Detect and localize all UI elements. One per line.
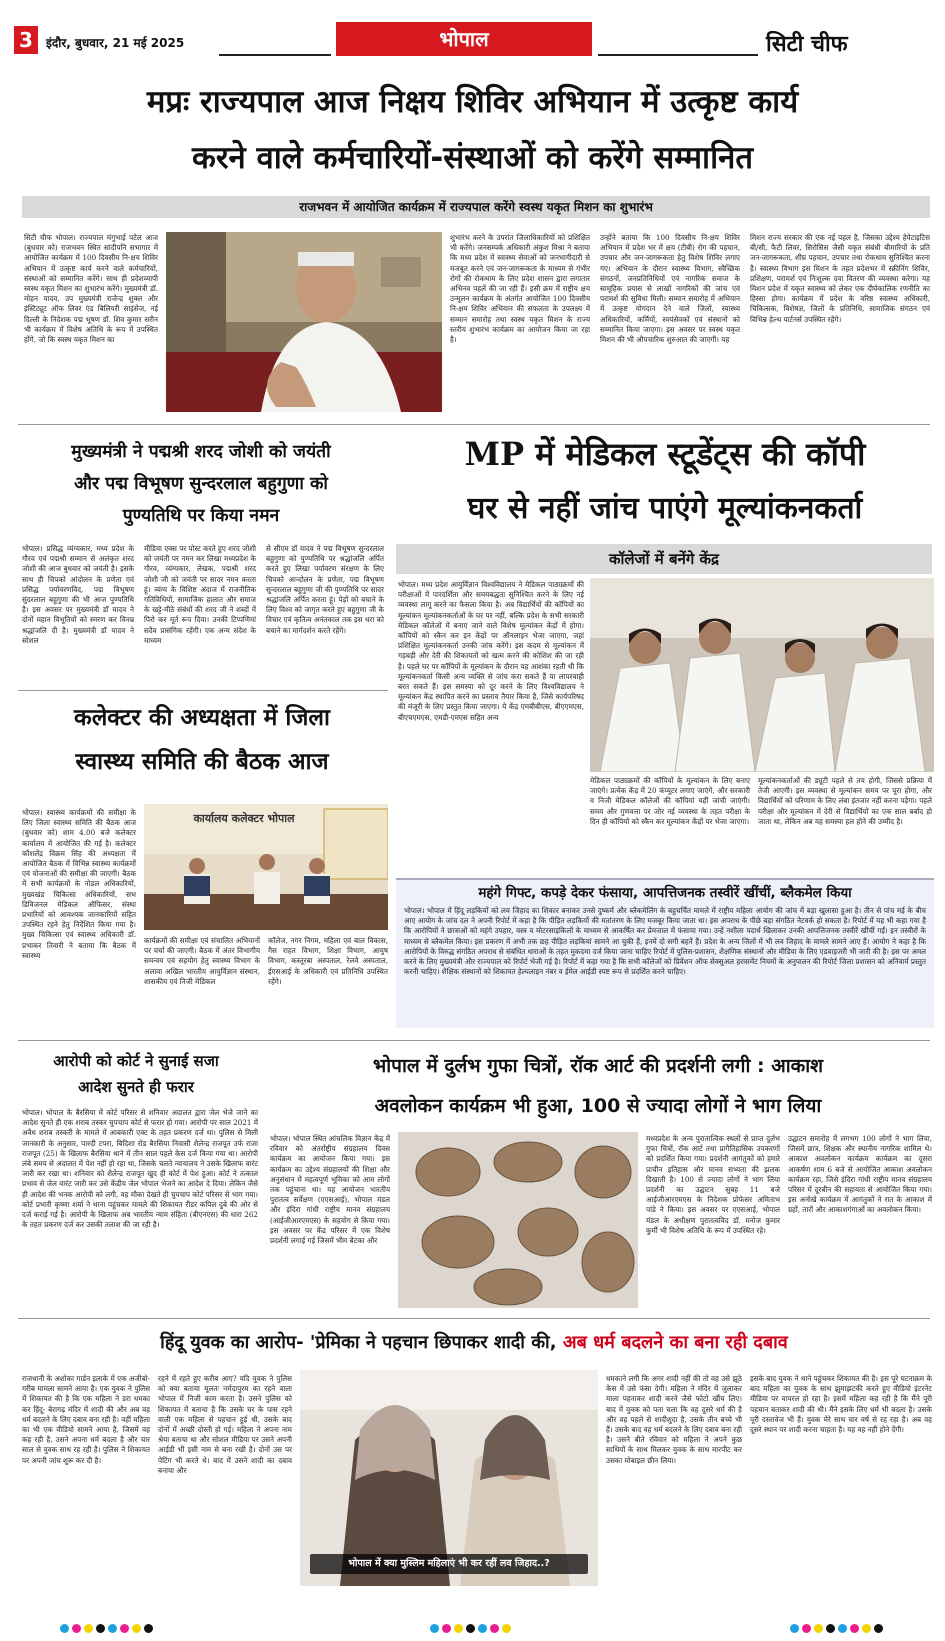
blackmail-body: भोपाल। भोपाल में हिंदू लड़कियों को लव जिहाद का शिकार बनाकर उनसे दुष्कर्म और ब्लैकमेलिंग के बहुचर्चित मामले में राष्ट्रीय महिला आयोग की जांच में बड़ा खुलासा हुआ है। तीन से पांच मई के बीच आए आयोग के जांच दल ने अपनी रिपोर्ट में कहा है कि पीड़ित लड़कियों की मतांतरण के लिए मजबूर किया जाता था। इस अपराध के पीछे बड़ा संगठित नेटवर्क हो सकता है। रिपोर्ट में यह भी कहा गया है कि आरोपियों ने छात्राओं को महंगे उपहार, वस्त्र व मोटरसाइकिलों के माध्यम से आकर्षित कर प्रेमजाल में फंसाया गया। उन्हें नशीला पदार्थ खिलाकर उनकी आपत्तिजनक तस्वीरें खींचीं गईं। इन तस्वीरों के माध्यम से ब्लैकमेल किया। इस प्रकरण में अभी तक छह पीड़ित लड़कियां सामने आ चुकी हैं, इनमें दो सगी बहनें हैं। प्रदेश के अन्य जिलों में भी लव जिहाद के मामले सामने आए हैं। आयोग ने कहा है कि आरोपियों के विरुद्ध संगठित अपराध से संबंधित धाराओं के तहत मुकदमा दर्ज किया जाना चाहिए रिपोर्ट में पुलिस-प्रशासन, शैक्षणिक संस्थानों और मीडिया के लिए एडवाइजरी भी जारी की है। इस पर अमल करने के लिए मुख्यमंत्री और राज्यपाल को रिपोर्ट भेजी गई है। रिपोर्ट में कहा गया है कि सभी कॉलेजों को प्रिवेंशन ऑफ सेक्सुअल हरासमेंट नियमों के अनुपालन की रिपोर्ट जिला प्रशासन को अनिवार्य प्रस्तुत करनी चाहिए। शैक्षिक संस्थानों को शिकायत हेल्पलाइन नंबर व ईमेल आईडी स्पष्ट रूप से प्रदर्शित करने चाहिए। <box>404 906 926 977</box>
hindu-headline <box>14 1330 934 1356</box>
medical-headline-line2: घर से नहीं जांच पाएंगे मूल्यांकनकर्ता <box>467 491 863 526</box>
couple-photo <box>300 1370 598 1586</box>
page-number: 3 <box>14 26 38 54</box>
collector-col-2: कार्यक्रमों की समीक्षा एवं संचालित अभियानों पर चर्चा की जाएगी। बैठक में अंतर विभागीय समन्वय एवं सहयोग हेतु स्वास्थ्य विभाग के अलावा अखिल भारतीय आयुर्विज्ञान संस्थान, शासकीय एवं निजी मेडिकल <box>144 936 260 986</box>
collector-meeting-photo <box>144 804 388 930</box>
lead-col-1: सिटी चीफ भोपाल। राज्यपाल मंगुभाई पटेल आज (बुधवार को) राजभवन स्थित सांदीपनि सभागार में आयोजित कार्यक्रम में 100 दिवसीय नि-क्षय शिविर अभियान में उत्कृष्ट कार्य करने वाले कर्मचारियों, संस्थाओं को सम्मानित करेंगे। साथ ही प्रदेशव्यापी स्वस्थ यकृत मिशन का शुभारंभ करेंगे। मुख्यमंत्री डॉ. मोहन यादव, उप मुख्यमंत्री राजेन्द्र शुक्ल और इंस्टिट्यूट ऑफ लिवर एंड बिलियरी साइंसेज, नई दिल्ली के निदेशक पद्म भूषण डॉ. शिव कुमार सरीन भी कार्यक्रम में विशेष अतिथि के रूप में उपस्थित होंगे, जो कि स्वस्थ यकृत मिशन का <box>24 233 158 345</box>
medical-deck: कॉलेजों में बनेंगे केंद्र <box>396 544 932 574</box>
lead-col-3: उन्होंने बताया कि 100 दिवसीय नि-क्षय शिविर अभियान में प्रदेश भर में क्षय (टीबी) रोग की पहचान, उपचार और जन-जागरूकता हेतु विशेष शिविर लगाए गए। अभियान के दौरान स्वास्थ्य विभाग, स्वैच्छिक संगठनों, जनप्रतिनिधियों एवं नागरिक समाज के सामूहिक प्रयास से लाखों नागरिकों की जांच एवं परामर्श की सुविधा मिली। सम्मान समारोह में अभियान में उत्कृष्ट योगदान देने वाले जिलों, स्वास्थ्य अधिकारियों, कर्मियों, स्वयंसेवकों एवं संस्थानों को सम्मानित किया जाएगा। इस अवसर पर स्वस्थ यकृत मिशन की भी औपचारिक शुरुआत की जाएगी। यह <box>600 233 740 345</box>
hindu-headline-red: अब धर्म बदलने का बना रही दबाव <box>556 1332 788 1353</box>
registration-marks-center <box>430 1624 511 1633</box>
joshi-col-3: से सीएम डॉ यादव ने पद्म विभूषण सुन्दरलाल बहुगुणा को पुण्यतिथि पर श्रद्धांजलि अर्पित करते हुए लिखा पर्यावरण संरक्षण के लिए चिपको आन्दोलन के प्रणेता, पद्म विभूषण सुन्दरलाल बहुगुणा जी की पुण्यतिथि पर सादर श्रद्धांजलि अर्पित करता हूं। पेड़ों को बचाने के लिए विश्व को जागृत करते हुए बहुगुणा जी के विचार एवं कृतित्व अनंतकाल तक इस धरा को बचाने का मार्गदर्शन करते रहेंगे। <box>266 544 384 635</box>
governor-photo <box>166 232 442 412</box>
cave-headline-line1: भोपाल में दुर्लभ गुफा चित्रों, रॉक आर्ट की प्रदर्शनी लगी : आकाश <box>372 1055 824 1077</box>
court-headline-line2: आदेश सुनते ही फरार <box>78 1078 194 1096</box>
hindu-col-4: इसके बाद युवक ने थाने पहुंचकर शिकायत की है। इस पूरे घटनाक्रम के बाद महिला का युवक के साथ झुमाझटकी करते हुए वीडियो इंटरनेट मीडिया पर वायरल हो रहा है। इसमें महिला कह रही है कि मैंने पूरी पहचान बताकर शादी की थी। मैंने इसके लिए धर्म भी बदला है। उसके पूरी दस्तावेज भी हैं। युवक मेरे साथ चार वर्ष से रह रहा है। अब वह दूसरे स्थान पर शादी करना चाहता है। यह वह नहीं होने देंगी। <box>750 1374 932 1435</box>
medical-students-photo <box>590 578 934 772</box>
lead-headline-line2: करने वाले कर्मचारियों-संस्थाओं को करेंगे सम्मानित <box>192 140 753 176</box>
section-tab: भोपाल <box>336 22 592 56</box>
joshi-headline-line2: और पद्म विभूषण सुन्दरलाल बहुगुणा को <box>74 474 328 494</box>
couple-photo-caption: भोपाल में क्या मुस्लिम महिलाएं भी कर रहीं लव जिहाद..? <box>310 1554 588 1574</box>
lead-headline-line1: मप्रः राज्यपाल आज निक्षय शिविर अभियान में उत्कृष्ट कार्य <box>146 84 799 120</box>
rock-art-photo <box>398 1132 638 1308</box>
hindu-col-2: रहने में रहते हुए करीब आए? यदि युवक ने पुलिस को क्या बताया मूलतः नर्मदापुरम का रहने वाला भोपाल में निजी काम करता है। उसने पुलिस को शिकायत में बताया है कि उसके घर के पास रहने वाली एक महिला से पहचान हुई थी, उसके बाद दोनों में अच्छी दोस्ती हो गई। महिला ने अपना नाम श्रेया बताया था और सोशल मीडिया पर उसने अपनी आईडी भी इसी नाम से बना रखी है। दोनों उस पर पेटिंग भी करते थे। बाद में उसने शादी का दबाव बनाया और <box>158 1374 292 1475</box>
divider-3 <box>18 1040 930 1041</box>
medical-headline-line1: MP में मेडिकल स्टूडेंट्स की कॉपी <box>464 435 866 473</box>
cave-col-3: उद्घाटन समारोह में लगभग 100 लोगों ने भाग लिया, जिसमें छात्र, शिक्षक और स्थानीय नागरिक शामिल थे। आकाश अवलोकन कार्यक्रम कार्यक्रम का दूसरा आकर्षण शाम 6 बजे से आयोजित आकाश अवलोकन कार्यक्रम रहा, जिसे इंदिरा गांधी राष्ट्रीय मानव संग्रहालय परिसर में दूरबीन की सहायता से आयोजित किया गया। इस अनोखे कार्यक्रम में आगंतुकों ने रात के आकाश में ग्रहों, तारों और आकाशगंगाओं का अवलोकन किया। <box>788 1134 932 1215</box>
blackmail-headline: महंगे गिफ्ट, कपड़े देकर फंसाया, आपत्तिजनक तस्वीरें खींचीं, ब्लैकमेल किया <box>478 885 852 901</box>
blackmail-box <box>396 878 934 1028</box>
medical-col-1: भोपाल। मध्य प्रदेश आयुर्विज्ञान विश्वविद्यालय ने मेडिकल पाठ्यक्रमों की परीक्षाओं में पारदर्शिता और समयबद्धता सुनिश्चित करने के लिए नई व्यवस्था लागू करने का फैसला किया है। अब विद्यार्थियों की कॉपियों का मूल्यांकन मूल्यांकनकर्ताओं के घर पर नहीं, बल्कि प्रदेश के सभी सरकारी मेडिकल कॉलेजों में बनाए जाने वाले विशेष मूल्यांकन केंद्रों में होगा। कॉपियों को स्कैन कर इन केंद्रों पर ऑनलाइन भेजा जाएगा, जहां प्रशिक्षित मूल्यांकनकर्ता उनकी जांच करेंगे। इस कदम से मूल्यांकन में गड़बड़ी और देरी की शिकायतों को खत्म करने की कोशिश की जा रही है। पहले घर पर कॉपियों के मूल्यांकन के दौरान यह आशंका रहती थी कि मूल्यांकनकर्ता किसी अन्य व्यक्ति से जांच करा सकते हैं या लापरवाही बरत सकते हैं। इस समस्या को दूर करने के लिए विश्वविद्यालय ने मूल्यांकन केंद्र स्थापित करने का प्रस्ताव तैयार किया है, जिसे कार्यपरिषद की मंजूरी के लिए प्रस्तुत किया जाएगा। ये केंद्र एमबीबीएस, बीएएमएस, बीएचएमएस, एमडी-एमएस सहित अन्य <box>398 580 584 722</box>
joshi-headline-line3: पुण्यतिथि पर किया नमन <box>122 506 280 526</box>
divider-2 <box>18 690 388 691</box>
collector-headline-line1: कलेक्टर की अध्यक्षता में जिला <box>74 705 330 731</box>
collector-col-1: भोपाल। स्वास्थ्य कार्यक्रमों की समीक्षा के लिए जिला स्वास्थ्य समिति की बैठक आज (बुधवार को) शाम 4.00 बजे कलेक्टर कार्यालय में आयोजित की गई है। कलेक्टर कौशलेंद्र विक्रम सिंह की अध्यक्षता में आयोजित बैठक में विभिन्न स्वास्थ्य कार्यक्रमों एवं योजनाओं की समीक्षा की जाएगी। बैठक में सभी कार्यक्रमों के नोडल अधिकारियों, मुख्यखंड चिकित्सा अधिकारियों, सभ डिविजनल मेडिकल ऑफिसर, संस्था प्रभारियों को आवश्यक जानकारियों सहित उपस्थित रहने हेतु निर्देशित किया गया है। मुख्य चिकित्सा एवं स्वास्थ्य अधिकारी डॉ. प्रभाकर तिवारी ने बताया कि बैठक में स्वास्थ्य <box>22 808 136 960</box>
cave-col-2: मध्यप्रदेश के अन्य पुरातात्विक स्थलों से प्राप्त दुर्लभ गुफा चित्रों, रॉक आर्ट तथा प्रागैतिहासिक उपकरणों को प्रदर्शित किया गया। प्रदर्शनी आगंतुकों को हमारे प्राचीन इतिहास और मानव सभ्यता की झलक दिखाती है। 100 से ज्यादा लोगों ने भाग लिया प्रदर्शनी का उद्घाटन सुबह 11 बजे आईजीआरएमएस के निदेशक प्रोफेसर अमिताभ पांडे ने किया। इस अवसर पर एएसआई, भोपाल मंडल के अधीक्षण पुरातत्वविद डॉ. मनोज कुमार कुर्मी भी विशेष अतिथि के रूप में उपस्थित रहे। <box>646 1134 780 1235</box>
cave-headline-line2: अवलोकन कार्यक्रम भी हुआ, 100 से ज्यादा लोगों ने भाग लिया <box>374 1095 822 1117</box>
divider-4 <box>18 1318 930 1319</box>
hindu-headline-black: हिंदू युवक का आरोप- 'प्रेमिका ने पहचान छिपाकर शादी की, <box>160 1332 557 1353</box>
joshi-col-2: मीडिया एक्स पर पोस्ट करते हुए शरद जोशी को जयंती पर नमन कर लिखा मध्यप्रदेश के गौरव, व्यंग्यकार, लेखक, पद्मश्री शरद जोशी जी को जयंती पर सादर नमन करता हूं। व्यंग्य के विशिष्ट अंदाज में राजनीतिक गतिविधियों, सामाजिक हालात और समाज के खट्टे-मीठे संबंधों की शरद जी ने शब्दों में पिरो कर मूर्त रूप दिया। उनकी टिप्पणियां सदैव प्रासंगिक रहेंगी। एक अन्य संदेश के माध्यम <box>144 544 256 645</box>
dateline: इंदौर, बुधवार, 21 मई 2025 <box>46 36 185 50</box>
collector-office-sign: कार्यालय कलेक्टर भोपाल <box>193 812 295 825</box>
lead-deck: राजभवन में आयोजित कार्यक्रम में राज्यपाल करेंगे स्वस्थ यकृत मिशन का शुभारंभ <box>22 196 930 218</box>
hindu-col-3: धमकाने लगी कि अगर शादी नहीं की तो वह उसे झूठे केस में उसे फंसा देगी। महिला ने मंदिर में जुलाकर माला पहनाकर शादी करने जैसे फोटो खींच लिए। बाद में युवक को पता चला कि वह दूसरे धर्म की है और वह पहले से शादीशुदा है, उसके तीन बच्चे भी हैं। उसके बाद वह धर्म बदलने के लिए दबाव बना रही है। उसने बीते रविवार को महिला ने अपने कुछ साथियों के साथ मिलकर युवक के साथ मारपीट कर उसका मोबाइल छीन लिया। <box>606 1374 742 1465</box>
collector-col-3: कॉलेज, नगर निगम, महिला एवं बाल विकास, गैस राहत विभाग, शिक्षा विभाग, आयुष विभाग, कस्तूरबा अस्पताल, रेलवे अस्पताल, ईएसआई के अधिकारी एवं प्रतिनिधि उपस्थित रहेंगे। <box>268 936 388 986</box>
cave-col-1: भोपाल। भोपाल स्थित आंचलिक विज्ञान केंद्र में रविवार को अंतर्राष्ट्रीय संग्रहालय दिवस कार्यक्रम का आयोजन किया गया। इस कार्यक्रम का उद्देश्य संग्रहालयों की शिक्षा और अनुसंधान में महत्वपूर्ण भूमिका को आम लोगों तक पहुंचाना था। यह आयोजन भारतीय पुरातत्व सर्वेक्षण (एएसआई), भोपाल मंडल और इंदिरा गांधी राष्ट्रीय मानव संग्रहालय (आईजीआरएमएस) के सहयोग से किया गया। इस अवसर पर केंद्र परिसर में एक विशेष प्रदर्शनी लगाई गई जिसमें भीम बेटका और <box>270 1134 390 1246</box>
court-headline-line1: आरोपी को कोर्ट ने सुनाई सजा <box>53 1052 219 1070</box>
joshi-col-1: भोपाल। प्रसिद्ध व्यंग्यकार, मध्य प्रदेश के गौरव एवं पद्मश्री सम्मान से अलंकृत शरद जोशी की आज बुधवार को जयंती है। इसके साथ ही चिपको आंदोलन के प्रणेता एवं प्रसिद्ध पर्यावरणविद, पद्म विभूषण सुंदरलाल बहुगुणा की भी आज पुण्यतिथि है। इस अवसर पर मुख्यमंत्री डॉ यादव ने दोनों महान विभूतियों को स्मरण कर विनम्र श्रद्धांजलि दी है। मुख्यमंत्री डॉ यादव ने सोशल <box>22 544 134 645</box>
lead-col-2: शुभारंभ करने के उपरांत जिलाधिकारियों को प्रशिक्षित भी करेंगे। जनसम्पर्क अधिकारी अंकुश मिश्रा ने बताया कि मध्य प्रदेश में स्वास्थ्य सेवाओं को जनभागीदारी से मजबूत करने एवं जन-जागरूकता के माध्यम से गंभीर रोगों की रोकथाम के लिए प्रदेश शासन द्वारा लगातार अभिनव पहलें की जा रही हैं। इसी क्रम में राष्ट्रीय क्षय उन्मूलन कार्यक्रम के अंतर्गत आयोजित 100 दिवसीय नि-क्षय शिविर अभियान की सफलता के उपलक्ष्य में सम्मान समारोह तथा स्वस्थ यकृत मिशन के राज्य स्तरीय शुभारंभ कार्यक्रम का आयोजन किया जा रहा है। <box>450 233 590 345</box>
registration-marks-left <box>60 1624 153 1633</box>
header-rule-right <box>598 54 758 56</box>
medical-caption-col-1: मेडिकल पाठ्यक्रमों की कॉपियों के मूल्यांकन के लिए बनाए जाएंगे। प्रत्येक केंद्र में 20 कंप्यूटर लगाए जाएंगे, और सरकारी व निजी मेडिकल कॉलेजों की कॉपियां यहीं जांची जाएंगी। समय और गुणवत्ता पर जोर नई व्यवस्था के तहत परीक्षा के दिन ही कॉपियों को स्कैन कर मूल्यांकन केंद्रों पर भेजा जाएगा। <box>590 776 750 826</box>
medical-caption-col-2: मूल्यांकनकर्ताओं की ड्यूटी पहले से तय होगी, जिससे प्रक्रिया में तेजी आएगी। इस व्यवस्था से मूल्यांकन समय पर पूरा होगा, और विद्यार्थियों को परिणाम के लिए लंबा इंतजार नहीं करना पड़ेगा। पहले परीक्षा और मूल्यांकन में देरी से विद्यार्थियों का एक साल बर्बाद हो जाता था, लेकिन अब यह समस्या हल होने की उम्मीद है। <box>758 776 932 826</box>
hindu-col-1: राजधानी के अशोका गार्डन इलाके में एक अजीबो- गरीब मामला सामने आया है। एक युवक ने पुलिस में शिकायत की है कि एक महिला ने डरा धमका कर हिंदू- बेरागढ़ मंदिर में शादी की और अब वह धर्म बदलने के लिए दबाव बना रही है। वहीं महिला का भी एक वीडियो सामने आया है, जिसमें वह कह रही है, उसने अपना धर्म बदला है और चार साल से युवक साथ रह रही है। पुलिस ने शिकायत पर अपनी जांच शुरू कर दी है। <box>22 1374 150 1465</box>
collector-headline-line2: स्वास्थ्य समिति की बैठक आज <box>75 749 329 775</box>
joshi-headline-line1: मुख्यमंत्री ने पद्मश्री शरद जोशी को जयंती <box>71 442 331 462</box>
divider-1 <box>18 424 930 425</box>
registration-marks-right <box>790 1624 883 1633</box>
masthead-bar <box>14 20 932 62</box>
lead-col-4: मिशन राज्य सरकार की एक नई पहल है, जिसका उद्देश्य हेपेटाइटिस बी/सी, फैटी लिवर, सिरोसिस जैसी यकृत संबंधी बीमारियों के प्रति जन-जागरूकता, शीघ्र पहचान, उपचार तथा रोकथाम सुनिश्चित करना है। स्वास्थ्य विभाग इस मिशन के तहत प्रदेशभर में स्क्रीनिंग शिविर, प्रशिक्षण, परामर्श एवं निःशुल्क दवा वितरण की व्यवस्था करेगा। यह मिशन प्रदेश में यकृत स्वास्थ्य को लेकर एक दीर्घकालिक रणनीति का हिस्सा होगा। कार्यक्रम में प्रदेश के वरिष्ठ स्वास्थ्य अधिकारी, चिकित्सक, विशेषज्ञ, जिलों के प्रतिनिधि, सामाजिक संगठन एवं विभिन्न हेल्थ पार्टनर्स उपस्थित रहेंगे। <box>750 233 930 324</box>
header-rule-left <box>219 54 331 56</box>
brand-logo: सिटी चीफ <box>766 32 848 57</box>
court-body: भोपाल। भोपाल के बैरसिया में कोर्ट परिसर से शनिवार अदालत द्वारा जेल भेजे जाने का आदेश सुनते ही एक शराब तस्कर चुपचाप कोर्ट से फरार हो गया। आरोपी पर साल 2021 में अवैध शराब तस्करी के मामले में आबकारी एक्ट के तहत प्रकरण दर्ज था। पुलिस से मिली जानकारी के अनुसार, पारदी टपरा, बिदिशा रोड बैरसिया निवासी शैलेन्द्र राजपूत उर्फ राजा राजपूत (25) के खिलाफ बैरसिया थाने में तीन साल पहले केस दर्ज किया गया था। आरोपी लंबे समय से अदालत में पेश नहीं हो रहा था, जिसके चलते न्यायालय ने उसके खिलाफ वारंट जारी कर रखा था। शनिवार को शैलेन्द्र राजपूत खुद ही कोर्ट में पेश हुआ। कोर्ट ने तत्काल प्रभाव से जेल वारंट जारी कर उसे केंद्रीय जेल भोपाल भेजने का आदेश दे दिया। लेकिन जैसे ही आदेश की भनक आरोपी को लगी, वह मौका देखते ही चुपचाप कोर्ट परिसर से भाग गया। कोर्ट प्रभारी कृष्णा शर्मा ने थाना पहुंचकर मामले की शिकायत रीडर कपिल दुबे की ओर से दर्ज कराई गई है। आरोपी के खिलाफ अब भारतीय न्याय संहिता (बीएनएस) की धारा 262 के तहत प्रकरण दर्ज कर उसकी तलाश की जा रही है। <box>22 1108 258 1230</box>
